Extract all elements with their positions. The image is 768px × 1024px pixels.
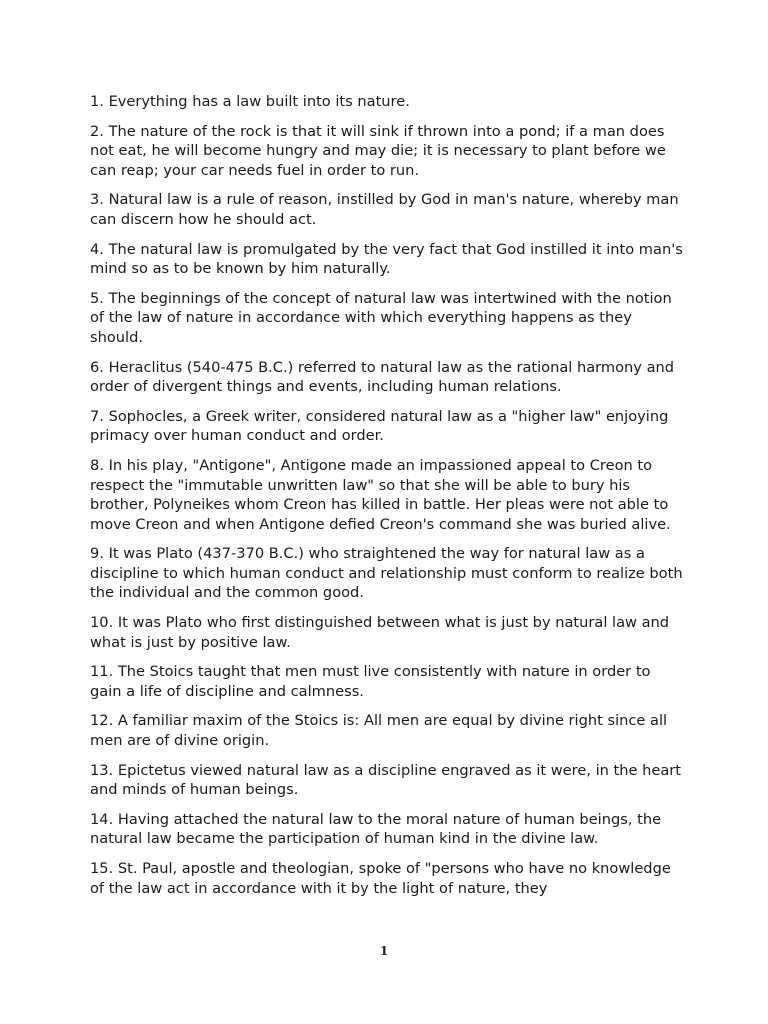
paragraph-13: 13. Epictetus viewed natural law as a discipline engraved as it were, in the heart and minds of human beings. xyxy=(90,761,682,799)
document-body xyxy=(90,92,686,908)
paragraph-7: 7. Sophocles, a Greek writer, considered natural law as a "higher law" enjoying primacy over human conduct and order. xyxy=(90,407,669,445)
paragraph-9: 9. It was Plato (437-370 B.C.) who straightened the way for natural law as a discipline to which human conduct and relationship must conform to realize both the individual and the common good. xyxy=(90,545,683,602)
paragraph-3: 3. Natural law is a rule of reason, instilled by God in man's nature, whereby man can discern how he should act. xyxy=(90,191,679,228)
paragraph-4: 4. The natural law is promulgated by the very fact that God instilled it into man's mind so as to be known by him naturally. xyxy=(90,240,683,278)
paragraph-12: 12. A familiar maxim of the Stoics is: All men are equal by divine right since all men are of divine origin. xyxy=(90,712,668,750)
paragraph-15: 15. St. Paul, apostle and theologian, spoke of "persons who have no knowledge of the law act in accordance with it by the light of nature, they xyxy=(90,860,671,897)
paragraph-11: 11. The Stoics taught that men must live consistently with nature in order to gain a life of discipline and calmness. xyxy=(90,663,651,700)
paragraph-1: 1. Everything has a law built into its nature. xyxy=(90,93,410,110)
paragraph-6: 6. Heraclitus (540-475 B.C.) referred to natural law as the rational harmony and order of divergent things and events, including human relations. xyxy=(90,358,675,396)
paragraph-14: 14. Having attached the natural law to the moral nature of human beings, the natural law became the participation of human kind in the divine law. xyxy=(90,810,662,848)
paragraph-5: 5. The beginnings of the concept of natural law was intertwined with the notion of the law of nature in accordance with which everything happens as they should. xyxy=(90,289,672,346)
paragraph-8: 8. In his play, "Antigone", Antigone made an impassioned appeal to Creon to respect the "immutable unwritten law" so that she will be able to bury his brother, Polyneikes whom Creon has killed in battle. Her pleas were not able to move Creon and when Antigone defied Creon's command she was buried alive. xyxy=(90,456,671,533)
page-number: 1 xyxy=(379,944,389,958)
paragraph-10: 10. It was Plato who first distinguished between what is just by natural law and what is just by positive law. xyxy=(90,614,670,651)
paragraph-2: 2. The nature of the rock is that it will sink if thrown into a pond; if a man does not eat, he will become hungry and may die; it is necessary to plant before we can reap; your car needs fuel in order to run. xyxy=(90,122,666,179)
